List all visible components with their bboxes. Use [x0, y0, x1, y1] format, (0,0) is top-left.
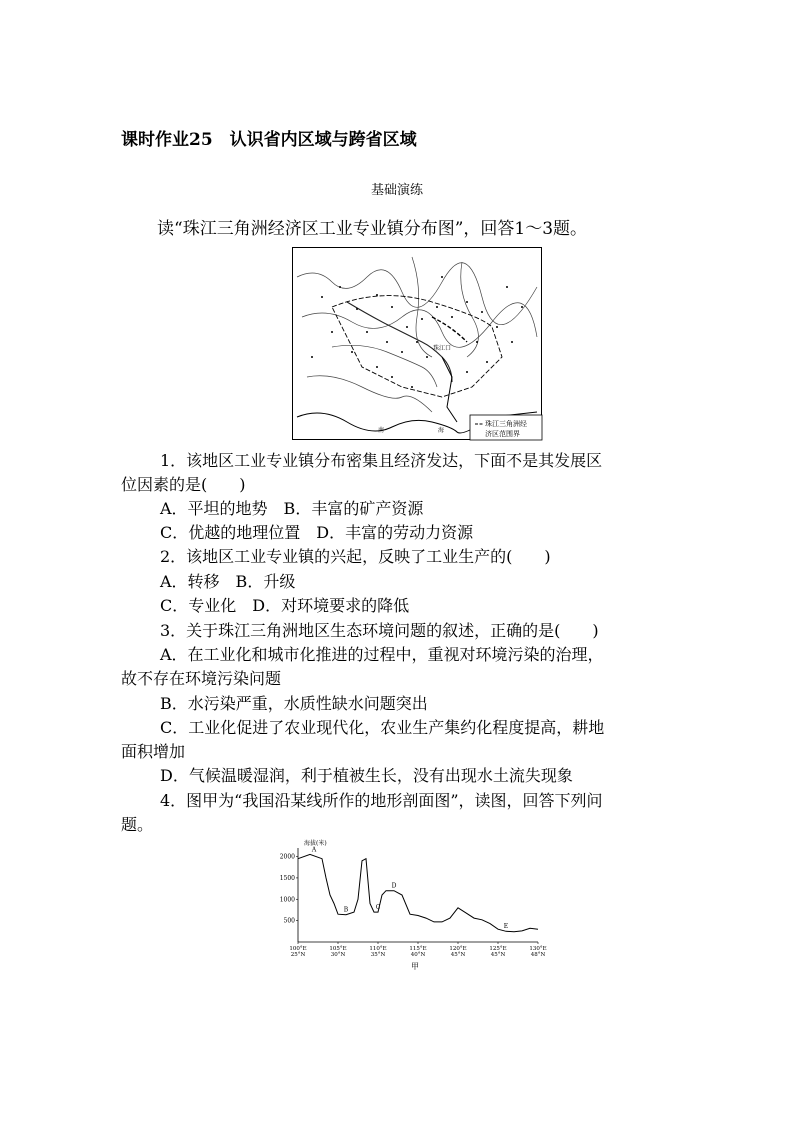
- q2-stem: 2．该地区工业专业镇的兴起，反映了工业生产的( ): [160, 547, 551, 566]
- profile-ytick-label: 1500: [279, 874, 295, 882]
- terrain-profile-chart: [279, 838, 553, 973]
- map-sea-label-left: 南: [378, 427, 385, 434]
- legend-label-line2: 济区范围界: [485, 430, 520, 438]
- profile-ytick-label: 500: [283, 917, 295, 925]
- profile-ylabel: 海拔(米): [304, 840, 327, 847]
- profile-xtick-lon: 110°E: [369, 946, 387, 952]
- profile-xtick-lon: 105°E: [329, 946, 347, 952]
- q3-stem: 3．关于珠江三角洲地区生态环境问题的叙述，正确的是( ): [160, 621, 599, 640]
- profile-xtick-lat: 25°N: [290, 952, 306, 958]
- q3-option-b: B．水污染严重，水质性缺水问题突出: [160, 694, 428, 713]
- profile-caption: 甲: [411, 962, 419, 971]
- map-river-label-1: 珠江口: [433, 345, 452, 352]
- pearl-river-delta-map: [292, 247, 542, 440]
- profile-ytick-label: 2000: [279, 853, 295, 861]
- q2-options-cd: C．专业化 D．对环境要求的降低: [160, 596, 410, 615]
- section-heading: 基础演练: [370, 183, 423, 198]
- profile-ytick-label: 1000: [279, 896, 295, 904]
- q3-option-a-line1: A．在工业化和城市化推进的过程中，重视对环境污染的治理，: [160, 645, 604, 664]
- q2-options-ab: A．转移 B．升级: [160, 572, 296, 591]
- profile-xtick-lat: 35°N: [370, 952, 386, 958]
- profile-xtick-lat: 40°N: [410, 952, 426, 958]
- profile-xtick-lon: 115°E: [409, 946, 427, 952]
- profile-xtick-lon: 100°E: [289, 946, 307, 952]
- profile-xtick-lat: 45°N: [450, 952, 466, 958]
- intro-text: 读“珠江三角洲经济区工业专业镇分布图”，回答1～3题。: [157, 219, 588, 239]
- profile-point-label: A: [311, 846, 317, 854]
- legend-label-line1: 珠江三角洲经: [485, 420, 527, 428]
- q3-option-c-line2: 面积增加: [121, 742, 186, 761]
- q3-option-c-line1: C．工业化促进了农业现代化，农业生产集约化程度提高，耕地: [160, 718, 605, 737]
- q1-stem-line2: 位因素的是( ): [121, 475, 246, 494]
- profile-xtick-lon: 130°E: [529, 946, 547, 952]
- q1-options-cd: C．优越的地理位置 D．丰富的劳动力资源: [160, 523, 474, 542]
- page-title: 课时作业25 认识省内区域与跨省区域: [121, 130, 417, 150]
- profile-xtick-lat: 30°N: [330, 952, 346, 958]
- profile-xtick-lat: 48°N: [530, 952, 546, 958]
- profile-xtick-lat: 45°N: [490, 952, 506, 958]
- q1-options-ab: A．平坦的地势 B．丰富的矿产资源: [160, 499, 424, 518]
- q3-option-d: D．气候温暖湿润，利于植被生长，没有出现水土流失现象: [160, 766, 573, 785]
- profile-xtick-lon: 125°E: [489, 946, 507, 952]
- profile-point-label: E: [503, 922, 509, 930]
- profile-point-label: B: [343, 906, 349, 914]
- q1-stem-line1: 1．该地区工业专业镇分布密集且经济发达，下面不是其发展区: [160, 451, 603, 470]
- profile-point-label: C: [375, 904, 381, 912]
- profile-elevation-line: [298, 854, 538, 931]
- profile-point-label: D: [391, 882, 397, 890]
- map-sea-label-right: 海: [438, 427, 445, 434]
- q4-stem-line2: 题。: [121, 815, 154, 834]
- q4-stem-line1: 4．图甲为“我国沿某线所作的地形剖面图”，读图，回答下列问: [160, 791, 603, 810]
- q3-option-a-line2: 故不存在环境污染问题: [121, 669, 282, 688]
- profile-xtick-lon: 120°E: [449, 946, 467, 952]
